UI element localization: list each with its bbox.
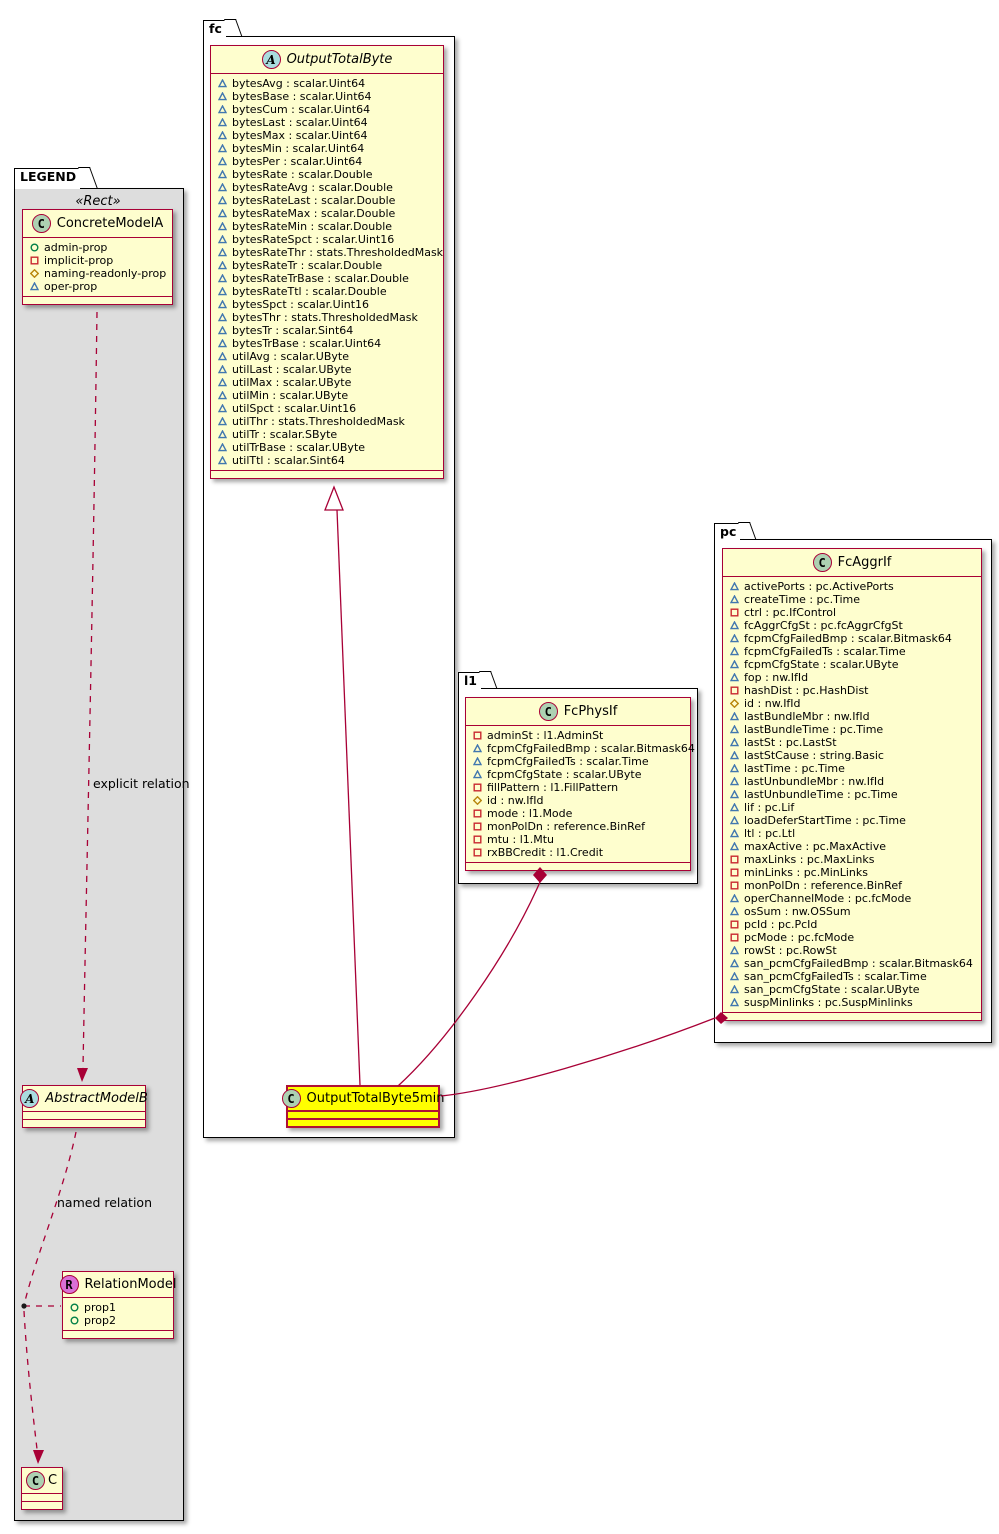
class-relationmodel[interactable]	[62, 1271, 177, 1339]
attribute-text: id : nw.IfId	[744, 697, 801, 710]
class-name: C	[48, 1473, 58, 1488]
visibility-square-icon	[730, 933, 739, 942]
visibility-square-icon	[473, 822, 482, 831]
attribute-text: bytesRateAvg : scalar.Double	[232, 181, 393, 194]
class-spot-icon: C	[813, 553, 832, 572]
attribute-row	[70, 1301, 167, 1314]
class-name: RelationModel	[84, 1277, 177, 1292]
attribute-text: san_pcmCfgFailedTs : scalar.Time	[744, 970, 927, 983]
attribute-text: lastSt : pc.LastSt	[744, 736, 837, 749]
visibility-triangle-icon	[730, 829, 739, 838]
methods-compartment	[288, 1118, 438, 1126]
visibility-triangle-icon	[218, 261, 227, 270]
attribute-row	[730, 879, 975, 892]
attribute-text: mtu : l1.Mtu	[487, 833, 555, 846]
attribute-row	[473, 729, 684, 742]
attribute-row	[218, 441, 437, 454]
visibility-square-icon	[473, 809, 482, 818]
attribute-text: naming-readonly-prop	[44, 267, 167, 280]
attribute-text: admin-prop	[44, 241, 108, 254]
visibility-triangle-icon	[730, 790, 739, 799]
package-tab-l1: l1	[458, 672, 481, 689]
attribute-text: san_pcmCfgState : scalar.UByte	[744, 983, 920, 996]
attribute-row	[218, 233, 437, 246]
visibility-triangle-icon	[218, 287, 227, 296]
attribute-row	[30, 241, 166, 254]
attribute-row	[473, 768, 684, 781]
visibility-triangle-icon	[218, 157, 227, 166]
attribute-text: lastBundleMbr : nw.IfId	[744, 710, 870, 723]
attribute-text: utilTtl : scalar.Sint64	[232, 454, 345, 467]
attribute-text: bytesRateLast : scalar.Double	[232, 194, 396, 207]
attribute-row	[730, 632, 975, 645]
visibility-square-icon	[730, 686, 739, 695]
attribute-row	[218, 207, 437, 220]
attribute-row	[730, 788, 975, 801]
visibility-circle-icon	[70, 1316, 79, 1325]
visibility-triangle-icon	[730, 647, 739, 656]
composition-fcaggrif-line	[441, 1018, 715, 1096]
visibility-triangle-icon	[730, 842, 739, 851]
attribute-text: mode : l1.Mode	[487, 807, 573, 820]
attribute-text: ltl : pc.Ltl	[744, 827, 796, 840]
attribute-text: lastStCause : string.Basic	[744, 749, 884, 762]
attribute-text: bytesRateTr : scalar.Double	[232, 259, 383, 272]
attribute-text: bytesRate : scalar.Double	[232, 168, 373, 181]
methods-compartment	[211, 470, 443, 478]
methods-compartment	[723, 1012, 981, 1020]
attribute-row	[730, 723, 975, 736]
attribute-row	[473, 820, 684, 833]
visibility-triangle-icon	[218, 326, 227, 335]
attribute-row	[218, 142, 437, 155]
visibility-triangle-icon	[218, 105, 227, 114]
attribute-row	[473, 742, 695, 755]
attribute-row	[70, 1314, 167, 1327]
attribute-text: lif : pc.Lif	[744, 801, 795, 814]
visibility-diamond-icon	[30, 269, 39, 278]
attribute-row	[218, 363, 437, 376]
fields-compartment	[23, 1111, 145, 1119]
relation-class-spot-icon: R	[60, 1275, 79, 1294]
visibility-triangle-icon	[730, 660, 739, 669]
visibility-triangle-icon	[218, 183, 227, 192]
attribute-text: bytesRateTrBase : scalar.Double	[232, 272, 409, 285]
attribute-row	[730, 606, 975, 619]
class-spot-icon: C	[539, 702, 558, 721]
attribute-row	[218, 155, 437, 168]
attribute-text: bytesCum : scalar.Uint64	[232, 103, 371, 116]
attribute-text: bytesSpct : scalar.Uint16	[232, 298, 370, 311]
attribute-text: bytesTrBase : scalar.Uint64	[232, 337, 382, 350]
visibility-triangle-icon	[218, 274, 227, 283]
attribute-text: oper-prop	[44, 280, 98, 293]
attribute-text: bytesThr : stats.ThresholdedMask	[232, 311, 418, 324]
attribute-text: lastUnbundleTime : pc.Time	[744, 788, 898, 801]
attribute-list	[211, 73, 443, 470]
class-header	[211, 46, 443, 73]
visibility-triangle-icon	[730, 816, 739, 825]
attribute-text: bytesBase : scalar.Uint64	[232, 90, 372, 103]
attribute-row	[730, 697, 975, 710]
attribute-text: prop2	[84, 1314, 116, 1327]
attribute-text: suspMinlinks : pc.SuspMinlinks	[744, 996, 913, 1009]
visibility-square-icon	[730, 608, 739, 617]
class-fcphysif[interactable]	[465, 697, 695, 871]
attribute-text: pcId : pc.PcId	[744, 918, 818, 931]
attribute-text: fcpmCfgFailedTs : scalar.Time	[744, 645, 906, 658]
attribute-text: bytesRateSpct : scalar.Uint16	[232, 233, 395, 246]
attribute-text: id : nw.IfId	[487, 794, 544, 807]
attribute-text: fcpmCfgState : scalar.UByte	[744, 658, 899, 671]
class-outputtotalbyte[interactable]	[210, 45, 444, 479]
attribute-row	[218, 402, 437, 415]
attribute-text: bytesRateThr : stats.ThresholdedMask	[232, 246, 444, 259]
attribute-text: rowSt : pc.RowSt	[744, 944, 837, 957]
attribute-row	[730, 983, 975, 996]
visibility-triangle-icon	[218, 196, 227, 205]
attribute-row	[218, 428, 437, 441]
visibility-square-icon	[30, 256, 39, 265]
visibility-triangle-icon	[730, 777, 739, 786]
attribute-text: activePorts : pc.ActivePorts	[744, 580, 894, 593]
attribute-text: maxActive : pc.MaxActive	[744, 840, 886, 853]
named-relation-label: named relation	[57, 1195, 152, 1210]
attribute-list	[723, 576, 981, 1012]
attribute-text: lastUnbundleMbr : nw.IfId	[744, 775, 885, 788]
attribute-row	[730, 996, 975, 1009]
attribute-row	[730, 580, 975, 593]
class-header	[23, 1086, 148, 1111]
attribute-row	[218, 181, 437, 194]
visibility-triangle-icon	[730, 894, 739, 903]
attribute-text: utilMax : scalar.UByte	[232, 376, 352, 389]
attribute-row	[730, 853, 975, 866]
attribute-row	[473, 781, 684, 794]
visibility-triangle-icon	[218, 300, 227, 309]
visibility-triangle-icon	[730, 595, 739, 604]
attribute-text: createTime : pc.Time	[744, 593, 860, 606]
class-header	[466, 698, 690, 725]
class-outputtotalbyte5min[interactable]	[286, 1085, 445, 1128]
attribute-row	[218, 324, 437, 337]
fields-compartment	[22, 1493, 62, 1501]
class-name: FcPhysIf	[563, 704, 618, 719]
attribute-text: bytesLast : scalar.Uint64	[232, 116, 368, 129]
visibility-triangle-icon	[730, 621, 739, 630]
attribute-text: adminSt : l1.AdminSt	[487, 729, 604, 742]
attribute-row	[473, 794, 684, 807]
attribute-row	[218, 454, 437, 467]
attribute-row	[218, 298, 437, 311]
visibility-triangle-icon	[218, 222, 227, 231]
attribute-text: fillPattern : l1.FillPattern	[487, 781, 619, 794]
visibility-triangle-icon	[218, 235, 227, 244]
abstract-class-spot-icon: A	[262, 50, 281, 69]
attribute-row	[218, 311, 437, 324]
attribute-text: fcpmCfgState : scalar.UByte	[487, 768, 642, 781]
visibility-square-icon	[473, 783, 482, 792]
package-tab-pc: pc	[714, 523, 740, 540]
visibility-triangle-icon	[730, 582, 739, 591]
attribute-list	[466, 725, 695, 862]
attribute-text: bytesMin : scalar.Uint64	[232, 142, 365, 155]
attribute-row	[730, 710, 975, 723]
visibility-triangle-icon	[730, 959, 739, 968]
attribute-text: loadDeferStartTime : pc.Time	[744, 814, 906, 827]
class-header	[22, 1468, 62, 1493]
class-name: ConcreteModelA	[56, 216, 164, 231]
visibility-square-icon	[730, 868, 739, 877]
attribute-text: utilThr : stats.ThresholdedMask	[232, 415, 405, 428]
visibility-triangle-icon	[730, 751, 739, 760]
visibility-triangle-icon	[218, 378, 227, 387]
attribute-list	[63, 1297, 173, 1330]
attribute-row	[730, 931, 975, 944]
visibility-triangle-icon	[730, 946, 739, 955]
attribute-row	[730, 905, 975, 918]
class-fcaggrif[interactable]	[722, 548, 982, 1021]
attribute-text: san_pcmCfgFailedBmp : scalar.Bitmask64	[744, 957, 973, 970]
methods-compartment	[466, 862, 690, 870]
visibility-triangle-icon	[218, 248, 227, 257]
class-header	[63, 1272, 177, 1297]
attribute-text: utilTr : scalar.SByte	[232, 428, 338, 441]
class-name: OutputTotalByte	[286, 52, 393, 67]
attribute-row	[218, 259, 437, 272]
class-header	[287, 1087, 445, 1110]
class-name: AbstractModelB	[45, 1091, 148, 1106]
attribute-row	[218, 350, 437, 363]
visibility-triangle-icon	[730, 634, 739, 643]
visibility-square-icon	[473, 835, 482, 844]
visibility-triangle-icon	[218, 417, 227, 426]
class-header	[23, 210, 172, 237]
attribute-text: ctrl : pc.IfControl	[744, 606, 837, 619]
attribute-row	[730, 645, 975, 658]
attribute-text: prop1	[84, 1301, 116, 1314]
class-spot-icon: C	[26, 1471, 45, 1490]
attribute-row	[730, 736, 975, 749]
attribute-text: fop : nw.IfId	[744, 671, 809, 684]
attribute-row	[218, 246, 444, 259]
attribute-row	[473, 755, 684, 768]
attribute-row	[218, 194, 437, 207]
attribute-row	[730, 593, 975, 606]
attribute-text: rxBBCredit : l1.Credit	[487, 846, 604, 859]
visibility-triangle-icon	[730, 907, 739, 916]
attribute-text: operChannelMode : pc.fcMode	[744, 892, 912, 905]
visibility-triangle-icon	[730, 998, 739, 1007]
class-abstractmodelb[interactable]	[22, 1085, 146, 1128]
attribute-text: hashDist : pc.HashDist	[744, 684, 869, 697]
visibility-circle-icon	[70, 1303, 79, 1312]
class-spot-icon: C	[282, 1089, 301, 1108]
attribute-row	[730, 775, 975, 788]
attribute-row	[730, 892, 975, 905]
methods-compartment	[23, 296, 172, 304]
attribute-list	[23, 237, 172, 296]
attribute-text: utilLast : scalar.UByte	[232, 363, 352, 376]
attribute-text: bytesAvg : scalar.Uint64	[232, 77, 366, 90]
attribute-row	[218, 129, 437, 142]
visibility-triangle-icon	[30, 282, 39, 291]
fields-compartment	[288, 1110, 438, 1118]
attribute-row	[730, 918, 975, 931]
visibility-square-icon	[473, 731, 482, 740]
visibility-triangle-icon	[473, 744, 482, 753]
attribute-row	[730, 749, 975, 762]
attribute-text: utilAvg : scalar.UByte	[232, 350, 349, 363]
attribute-text: bytesRateMax : scalar.Double	[232, 207, 396, 220]
attribute-text: bytesTr : scalar.Sint64	[232, 324, 354, 337]
visibility-triangle-icon	[730, 803, 739, 812]
visibility-triangle-icon	[218, 144, 227, 153]
visibility-triangle-icon	[730, 673, 739, 682]
attribute-row	[218, 285, 437, 298]
attribute-text: fcpmCfgFailedBmp : scalar.Bitmask64	[744, 632, 952, 645]
visibility-triangle-icon	[218, 313, 227, 322]
attribute-row	[730, 801, 975, 814]
visibility-square-icon	[730, 881, 739, 890]
visibility-square-icon	[473, 848, 482, 857]
visibility-triangle-icon	[218, 430, 227, 439]
visibility-circle-icon	[30, 243, 39, 252]
attribute-text: fcpmCfgFailedBmp : scalar.Bitmask64	[487, 742, 695, 755]
attribute-row	[218, 168, 437, 181]
attribute-text: lastTime : pc.Time	[744, 762, 845, 775]
visibility-triangle-icon	[730, 738, 739, 747]
attribute-row	[473, 846, 684, 859]
visibility-triangle-icon	[218, 365, 227, 374]
attribute-row	[30, 280, 166, 293]
attribute-text: implicit-prop	[44, 254, 114, 267]
visibility-triangle-icon	[218, 352, 227, 361]
attribute-row	[730, 658, 975, 671]
class-concretemodela[interactable]	[22, 209, 173, 305]
class-spot-icon: C	[32, 214, 51, 233]
attribute-text: utilMin : scalar.UByte	[232, 389, 349, 402]
attribute-row	[218, 220, 437, 233]
attribute-row	[730, 970, 975, 983]
visibility-triangle-icon	[218, 118, 227, 127]
visibility-triangle-icon	[218, 92, 227, 101]
attribute-text: monPolDn : reference.BinRef	[744, 879, 902, 892]
attribute-text: fcAggrCfgSt : pc.fcAggrCfgSt	[744, 619, 903, 632]
abstract-class-spot-icon: A	[20, 1089, 39, 1108]
attribute-row	[218, 90, 437, 103]
attribute-row	[730, 944, 975, 957]
attribute-text: bytesPer : scalar.Uint64	[232, 155, 363, 168]
class-c[interactable]	[21, 1467, 63, 1510]
attribute-row	[730, 619, 975, 632]
methods-compartment	[23, 1119, 145, 1127]
attribute-row	[473, 807, 684, 820]
attribute-row	[30, 254, 166, 267]
visibility-triangle-icon	[730, 985, 739, 994]
attribute-row	[218, 337, 437, 350]
visibility-triangle-icon	[218, 443, 227, 452]
visibility-triangle-icon	[730, 712, 739, 721]
attribute-text: lastBundleTime : pc.Time	[744, 723, 884, 736]
class-header	[723, 549, 981, 576]
package-tab-legend: LEGEND	[14, 168, 80, 189]
attribute-text: bytesMax : scalar.Uint64	[232, 129, 368, 142]
attribute-row	[473, 833, 684, 846]
attribute-text: monPolDn : reference.BinRef	[487, 820, 645, 833]
visibility-diamond-icon	[730, 699, 739, 708]
attribute-row	[730, 957, 975, 970]
attribute-row	[30, 267, 166, 280]
visibility-triangle-icon	[218, 79, 227, 88]
attribute-row	[218, 77, 437, 90]
attribute-text: fcpmCfgFailedTs : scalar.Time	[487, 755, 649, 768]
stereotype-rect: «Rect»	[75, 194, 121, 209]
visibility-square-icon	[730, 855, 739, 864]
visibility-triangle-icon	[218, 339, 227, 348]
attribute-row	[730, 684, 975, 697]
visibility-triangle-icon	[730, 764, 739, 773]
visibility-square-icon	[730, 920, 739, 929]
attribute-row	[730, 840, 975, 853]
visibility-triangle-icon	[218, 391, 227, 400]
attribute-text: maxLinks : pc.MaxLinks	[744, 853, 875, 866]
attribute-row	[218, 415, 437, 428]
visibility-triangle-icon	[218, 456, 227, 465]
attribute-text: bytesRateTtl : scalar.Double	[232, 285, 387, 298]
attribute-text: utilSpct : scalar.Uint16	[232, 402, 357, 415]
attribute-text: bytesRateMin : scalar.Double	[232, 220, 393, 233]
visibility-triangle-icon	[218, 209, 227, 218]
attribute-text: utilTrBase : scalar.UByte	[232, 441, 366, 454]
attribute-row	[218, 376, 437, 389]
methods-compartment	[63, 1330, 173, 1338]
visibility-triangle-icon	[730, 972, 739, 981]
explicit-relation-label: explicit relation	[93, 776, 190, 791]
attribute-row	[218, 389, 437, 402]
visibility-triangle-icon	[730, 725, 739, 734]
attribute-row	[730, 762, 975, 775]
package-tab-fc: fc	[203, 20, 226, 37]
attribute-row	[730, 827, 975, 840]
visibility-triangle-icon	[218, 170, 227, 179]
attribute-row	[218, 272, 437, 285]
visibility-triangle-icon	[218, 404, 227, 413]
class-name: OutputTotalByte5min	[306, 1091, 445, 1106]
class-name: FcAggrIf	[837, 555, 892, 570]
visibility-triangle-icon	[473, 770, 482, 779]
methods-compartment	[22, 1501, 62, 1509]
attribute-row	[730, 866, 975, 879]
visibility-triangle-icon	[473, 757, 482, 766]
attribute-row	[730, 814, 975, 827]
visibility-triangle-icon	[218, 131, 227, 140]
attribute-text: minLinks : pc.MinLinks	[744, 866, 869, 879]
attribute-text: osSum : nw.OSSum	[744, 905, 851, 918]
attribute-row	[730, 671, 975, 684]
attribute-row	[218, 116, 437, 129]
attribute-text: pcMode : pc.fcMode	[744, 931, 855, 944]
attribute-row	[218, 103, 437, 116]
visibility-diamond-icon	[473, 796, 482, 805]
